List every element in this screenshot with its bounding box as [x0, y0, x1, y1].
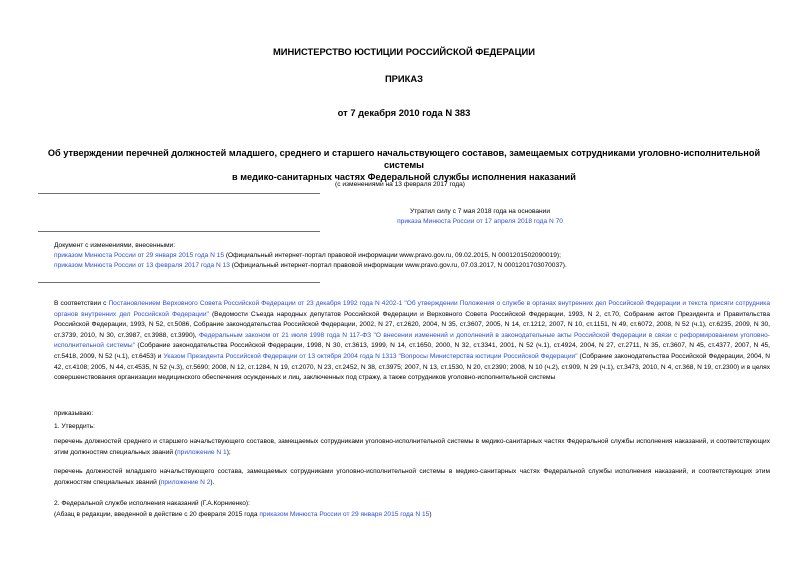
preamble-link[interactable]: Указом Президента Российской Федерации от 13 октября 2004 года N 1313 "Вопросы Министерства юстиции Российской Федерации": [163, 352, 578, 360]
doc-date-number: от 7 декабря 2010 года N 383: [337, 107, 471, 118]
preamble-text: В соответствии с: [54, 300, 109, 307]
amendment-source: (Официальный интернет-портал правовой информации www.pravo.gov.ru, 09.02.2015, N 0001201502090019);: [224, 252, 561, 259]
order-word: приказываю:: [54, 410, 94, 417]
document-title: [38, 147, 770, 183]
doc-type-heading: ПРИКАЗ: [384, 73, 424, 84]
document-title-line-1: Об утверждении перечней должностей младшего, среднего и старшего начальствующего составов, замещаемых сотрудниками уголовно-исполнительной системы: [47, 148, 761, 170]
preamble-link[interactable]: Федеральным законом от 21 июля 1998 года N 117-ФЗ "О внесении изменений и дополнений в законодательные акты Российской Федерации в связи с реформированием уголовно-исполнительной системы": [54, 331, 770, 350]
ministry-heading: МИНИСТЕРСТВО ЮСТИЦИИ РОССИЙСКОЙ ФЕДЕРАЦИИ: [272, 46, 536, 57]
amendment-link[interactable]: приказом Минюста России от 13 февраля 2017 года N 13: [54, 262, 230, 269]
lost-force-link[interactable]: приказа Минюста России от 17 апреля 2018 года N 70: [397, 218, 563, 225]
preamble-text: (Собрание законодательства Российской Федерации, 2004, N 42, ст.4108; 2005, N 44, ст.4535, N 52 (ч.3), ст.5690; 2008, N 12, ст.1284, N 19, ст.2070, N 23, ст.2452, N 38, ст.3975; 2007, N 13, ст.1530, N 20, ст.2390; 2008, N 10 (ч.2), ст.909, N 29 (ч.1), ст.3473, 2010, N 4, ст.368, N 19, ст.2300) и в целях совершенствования организации медицинского обеспечения осужденных и лиц, заключенных под стражу, а также сотрудников уголовно-исполнительной системы: [54, 352, 771, 382]
lost-force-note: [330, 207, 630, 227]
document-title-line-2: в медико-санитарных частях Федеральной службы исполнения наказаний: [232, 172, 576, 182]
separator-line: [38, 193, 320, 194]
amendment-item: [54, 251, 770, 261]
separator-line: [38, 231, 320, 232]
amendment-item: [54, 261, 770, 271]
appendix-link[interactable]: приложение N 1: [177, 448, 227, 456]
edit-note-link[interactable]: приказом Минюста России от 29 января 2015 года N 15: [259, 511, 430, 518]
list-paragraph: [54, 437, 770, 458]
list-text: перечень должностей среднего и старшего начальствующего составов, замещаемых сотрудниками уголовно-исполнительной системы в медико-санитарных частях Федеральной службы исполнения наказаний, и соответствующих этим должностям специальных званий (: [54, 438, 770, 456]
preamble-text: (Ведомости Съезда народных депутатов Российской Федерации и Верховного Совета Российской Федерации, 1993, N 2, ст.70, Собрание актов Президента и Правительства Российской Федерации, 1993, N 52, ст.5086, Собрание законодательства Российской Федерации, 2002, N 27, ст.2620, 2004, N 35, ст.3607, 2005, N 14, ст.1212, 2007, N 10, ст.1151, N 49, ст.6072, 2008, N 52 (ч.1), ст.6235, 2009, N 30, ст.3739, 2010, N 30, ст.3987, ст.3988, ст.3990),: [54, 310, 770, 339]
preamble-paragraph: [54, 299, 770, 384]
amendment-source: (Официальный интернет-портал правовой информации www.pravo.gov.ru, 07.03.2017, N 0001201703070037).: [229, 262, 567, 269]
order-item-2: 2. Федеральной службе исполнения наказаний (Г.А.Корниенко):: [54, 500, 250, 507]
changes-note: (с изменениями на 13 февраля 2017 года): [335, 181, 465, 188]
order-item-1: 1. Утвердить:: [54, 423, 95, 430]
list-text: ).: [210, 478, 215, 486]
separator-line: [38, 282, 320, 283]
edit-note-text: ): [429, 511, 432, 518]
preamble-text: (Собрание законодательства Российской Федерации, 1998, N 30, ст.3613, 1999, N 14, ст.1650, 2000, N 32, ст.3341, 2001, N 52 (ч.1), ст.4924, 2004, N 27, ст.2711, N 35, ст.3607, N 45, ст.4377, 2007, N 45, ст.5418, 2009, N 52 (ч.1), ст.6453) и: [54, 342, 770, 360]
list-paragraph: [54, 467, 770, 488]
amendments-heading: Документ с изменениями, внесенными:: [54, 242, 176, 249]
appendix-link[interactable]: приложение N 2: [160, 478, 211, 486]
amendments-block: [54, 241, 770, 271]
list-text: перечень должностей младшего начальствующего состава, замещаемых сотрудниками уголовно-исполнительной системы в медико-санитарных частях Федеральной службы исполнения наказаний, и соответствующих этим должностям специальных званий (: [54, 468, 770, 486]
amendment-link[interactable]: приказом Минюста России от 29 января 2015 года N 15: [54, 252, 224, 259]
list-text: );: [226, 448, 231, 456]
preamble-link[interactable]: Постановлением Верховного Совета Российской Федерации от 23 декабря 1992 года N 4202-1 "Об утверждении Положения о службе в органах внутренних дел Российской Федерации и текста присяги сотрудника органов внутренних дел Российской Федерации": [54, 300, 770, 318]
edit-note: [54, 510, 770, 520]
edit-note-text: (Абзац в редакции, введенной в действие с 20 февраля 2015 года: [54, 511, 260, 518]
lost-force-text: Утратил силу с 7 мая 2018 года на основании: [409, 208, 551, 215]
